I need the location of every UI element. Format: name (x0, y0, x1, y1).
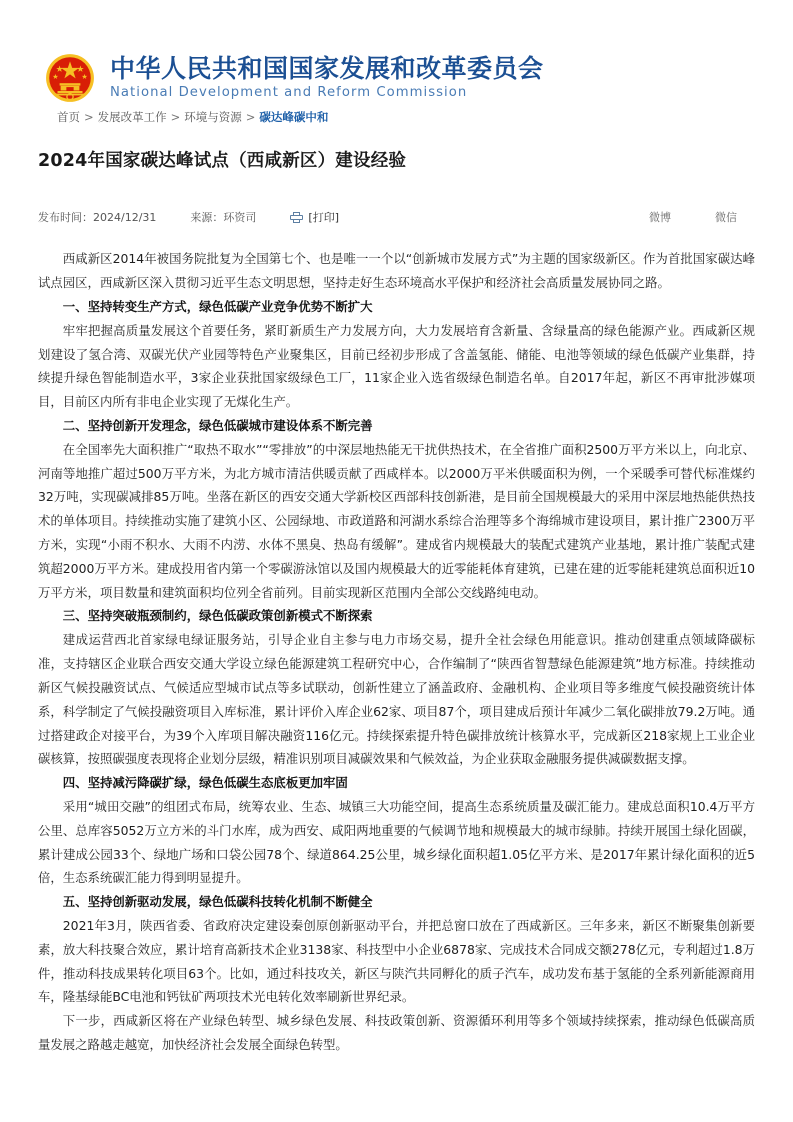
body-paragraph: 采用“城田交融”的组团式布局，统筹农业、生态、城镇三大功能空间，提高生态系统质量及碳汇能力。建成总面积10.4万平方公里、总库容5052万立方米的斗门水库，成为西安、咸阳两地重要的气候调节地和规模最大的城市绿肺。持续开展国土绿化固碳，累计建成公园33个、绿地广场和口袋公园78个、绿道864.25公里，城乡绿化面积超1.05亿平方米、是2017年累计绿化面积的近5倍，生态系统碳汇能力得到明显提升。 (38, 798, 755, 886)
site-name-en: National Development and Reform Commission (110, 85, 468, 101)
share-weibo-link[interactable]: 微博 (649, 211, 671, 225)
section-heading: 四、坚持减污降碳扩绿，绿色低碳生态底板更加牢固 (62, 775, 348, 791)
body-paragraph: 2021年3月，陕西省委、省政府决定建设秦创原创新驱动平台，并把总窗口放在了西咸新区。三年多来，新区不断聚集创新要素，放大科技聚合效应，累计培育高新技术企业3138家、科技型中小企业6878家、完成技术合同成交额278亿元，专利超过1.8万件，推动科技成果转化项目63个。比如，通过科技攻关，新区与陕汽共同孵化的质子汽车，成功发布基于氢能的全系列新能源商用车，隆基绿能BC电池和钙钛矿两项技术光电转化效率刷新世界纪录。 (38, 918, 755, 1005)
page-title: 2024年国家碳达峰试点（西咸新区）建设经验 (38, 150, 407, 171)
section-heading: 三、坚持突破瓶颈制约，绿色低碳政策创新模式不断探索 (62, 608, 373, 624)
section-heading: 五、坚持创新驱动发展，绿色低碳科技转化机制不断健全 (62, 894, 373, 910)
breadcrumb-separator: > (170, 110, 181, 124)
breadcrumb-separator: > (245, 110, 256, 124)
print-label: [打印] (308, 211, 339, 225)
breadcrumb-item-3[interactable]: 环境与资源 (184, 110, 242, 124)
body-paragraph: 下一步，西咸新区将在产业绿色转型、城乡绿色发展、科技政策创新、资源循环利用等多个领域持续探索，推动绿色低碳高质量发展之路越走越宽，加快经济社会发展全面绿色转型。 (38, 1013, 755, 1053)
body-paragraph: 建成运营西北首家绿电绿证服务站，引导企业自主参与电力市场交易，提升全社会绿色用能意识。推动创建重点领域降碳标准，支持辖区企业联合西安交通大学设立绿色能源建筑工程研究中心，合作编制了“陕西省智慧绿色能源建筑”地方标准。持续推动新区气候投融资试点、气候适应型城市试点等多试联动，创新性建立了涵盖政府、金融机构、企业项目等多维度气候投融资统计体系，科学制定了气候投融资项目入库标准，累计评价入库企业62家、项目87个，项目建成后预计年减少二氧化碳排放79.2万吨。通过搭建政企对接平台，为39个入库项目解决融资116亿元。持续探索提升特色碳排放统计核算水平，完成新区218家规上工业企业碳核算，按照碳强度表现将企业划分层级，精准识别项目减碳效果和气候效益，为企业获取金融服务提供减碳数据支撑。 (38, 632, 755, 767)
site-brand-text (110, 56, 544, 99)
printer-icon (290, 212, 303, 223)
share-wechat-link[interactable]: 微信 (715, 211, 737, 225)
article-source-label: 来源： (190, 211, 224, 225)
breadcrumb-item-4[interactable]: 碳达峰碳中和 (259, 110, 329, 124)
article-source (190, 209, 256, 225)
section-heading: 一、坚持转变生产方式，绿色低碳产业竞争优势不断扩大 (62, 298, 373, 314)
site-brand[interactable] (44, 52, 793, 104)
breadcrumb-separator: > (84, 110, 94, 124)
section-heading: 二、坚持创新开发理念，绿色低碳城市建设体系不断完善 (62, 417, 373, 433)
article-source-value: 环资司 (223, 211, 257, 225)
publish-time-value: 2024/12/31 (93, 211, 157, 225)
article-meta-bar (38, 207, 755, 227)
article-meta-left (38, 209, 339, 225)
breadcrumb-item-1[interactable]: 首页 (57, 110, 80, 124)
publish-time (38, 209, 156, 225)
publish-time-label: 发布时间： (38, 211, 93, 225)
site-header (0, 0, 793, 101)
breadcrumb-item-2[interactable]: 发展改革工作 (97, 110, 167, 124)
print-button[interactable] (290, 209, 339, 225)
body-paragraph: 牢牢把握高质量发展这个首要任务，紧盯新质生产力发展方向，大力发展培育含新量、含绿量高的绿色能源产业。西咸新区规划建设了氢合湾、双碳光伏产业园等特色产业聚集区，目前已经初步形成了含盖氢能、储能、电池等领域的绿色低碳产业集群，持续提升绿色智能制造水平，3家企业获批国家级绿色工厂，11家企业入选省级绿色制造名单。自2017年起，新区不再审批涉媒项目，目前区内所有非电企业实现了无煤化生产。 (38, 322, 755, 410)
article-body (38, 247, 755, 1057)
body-paragraph: 在全国率先大面积推广“取热不取水”“零排放”的中深层地热能无干扰供热技术，在全省推广面积2500万平方米以上，向北京、河南等地推广超过500万平方米，为北方城市清洁供暖贡献了西咸样本。以2000万平米供暖面积为例，一个采暖季可替代标准煤约32万吨，实现碳减排85万吨。坐落在新区的西安交通大学新校区西部科技创新港，是目前全国规模最大的采用中深层地热能供热技术的单体项目。持续推动实施了建筑小区、公园绿地、市政道路和河湖水系综合治理等多个海绵城市建设项目，累计推广2300万平方米，实现“小雨不积水、大雨不内涝、水体不黑臭、热岛有缓解”。建成省内规模最大的装配式建筑产业基地，累计推广装配式建筑超2000万平方米。建成投用省内第一个零碳游泳馆以及国内规模最大的近零能耗体育建筑，已建在建的近零能耗建筑总面积近10万平方米，项目数量和建筑面积均位列全省前列。目前实现新区范围内全部公交线路纯电动。 (38, 441, 755, 600)
breadcrumb (57, 111, 793, 125)
article (38, 125, 755, 1057)
china-national-emblem-icon (44, 52, 96, 104)
article-share-links (649, 209, 755, 225)
body-paragraph: 西咸新区2014年被国务院批复为全国第七个、也是唯一一个以“创新城市发展方式”为主题的国家级新区。作为首批国家碳达峰试点园区，西咸新区深入贯彻习近平生态文明思想，坚持走好生态环境高水平保护和经济社会高质量发展协同之路。 (38, 251, 755, 291)
site-name-cn: 中华人民共和国国家发展和改革委员会 (110, 54, 544, 84)
